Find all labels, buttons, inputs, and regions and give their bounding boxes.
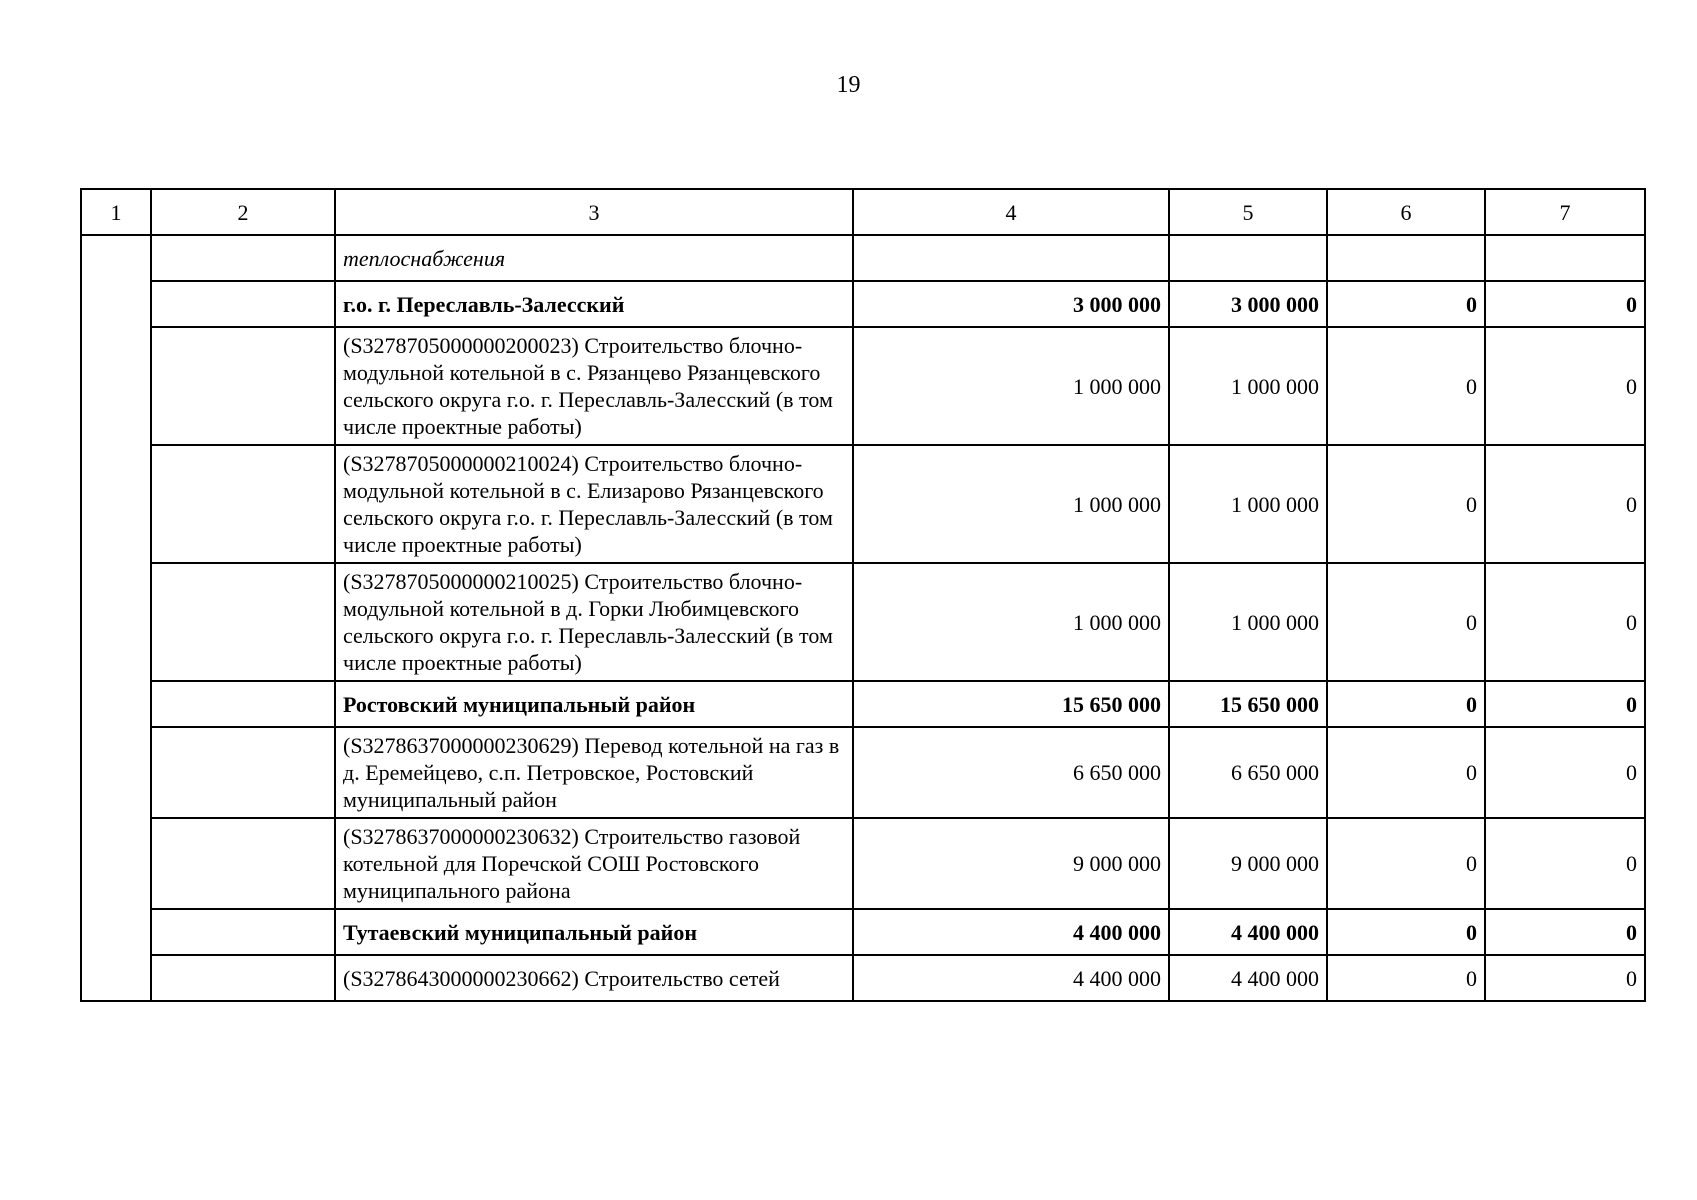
value-col-5: 1 000 000 bbox=[1169, 445, 1327, 563]
value-col-6: 0 bbox=[1327, 818, 1485, 909]
table-row bbox=[81, 818, 1645, 909]
row-name: (S3278705000000210024) Строительство блочно-модульной котельной в с. Елизарово Рязанцевского сельского округа г.о. г. Переславль-Залесский (в том числе проектные работы) bbox=[335, 445, 853, 563]
value-col-4: 3 000 000 bbox=[853, 281, 1169, 327]
value-col-6: 0 bbox=[1327, 681, 1485, 727]
value-col-5: 6 650 000 bbox=[1169, 727, 1327, 818]
column-2-cell bbox=[151, 327, 335, 445]
value-col-4: 1 000 000 bbox=[853, 327, 1169, 445]
value-col-7: 0 bbox=[1485, 818, 1645, 909]
column-header: 6 bbox=[1327, 189, 1485, 235]
value-col-6: 0 bbox=[1327, 563, 1485, 681]
column-2-cell bbox=[151, 909, 335, 955]
table-row bbox=[81, 281, 1645, 327]
column-number-row bbox=[81, 189, 1645, 235]
value-col-6: 0 bbox=[1327, 281, 1485, 327]
value-col-6: 0 bbox=[1327, 955, 1485, 1001]
column-2-cell bbox=[151, 281, 335, 327]
table-row bbox=[81, 563, 1645, 681]
value-col-6: 0 bbox=[1327, 327, 1485, 445]
row-name: (S3278637000000230632) Строительство газовой котельной для Поречской СОШ Ростовского муниципального района bbox=[335, 818, 853, 909]
value-col-4: 1 000 000 bbox=[853, 445, 1169, 563]
value-col-5: 1 000 000 bbox=[1169, 563, 1327, 681]
value-cell bbox=[1327, 235, 1485, 281]
value-col-4: 4 400 000 bbox=[853, 955, 1169, 1001]
value-col-7: 0 bbox=[1485, 955, 1645, 1001]
value-col-7: 0 bbox=[1485, 445, 1645, 563]
value-col-6: 0 bbox=[1327, 909, 1485, 955]
table-row bbox=[81, 909, 1645, 955]
column-header: 3 bbox=[335, 189, 853, 235]
column-header: 5 bbox=[1169, 189, 1327, 235]
value-col-7: 0 bbox=[1485, 281, 1645, 327]
column-2-cell bbox=[151, 445, 335, 563]
table-row bbox=[81, 327, 1645, 445]
value-col-5: 1 000 000 bbox=[1169, 327, 1327, 445]
row-name: Ростовский муниципальный район bbox=[335, 681, 853, 727]
value-col-4: 9 000 000 bbox=[853, 818, 1169, 909]
continuation-text: теплоснабжения bbox=[335, 235, 853, 281]
table-row bbox=[81, 681, 1645, 727]
table-row bbox=[81, 727, 1645, 818]
value-cell bbox=[853, 235, 1169, 281]
value-col-4: 4 400 000 bbox=[853, 909, 1169, 955]
column-header: 4 bbox=[853, 189, 1169, 235]
value-col-6: 0 bbox=[1327, 727, 1485, 818]
value-cell bbox=[1169, 235, 1327, 281]
column-header: 7 bbox=[1485, 189, 1645, 235]
value-col-5: 4 400 000 bbox=[1169, 955, 1327, 1001]
value-col-4: 15 650 000 bbox=[853, 681, 1169, 727]
row-name: (S3278637000000230629) Перевод котельной на газ в д. Еремейцево, с.п. Петровское, Ростовский муниципальный район bbox=[335, 727, 853, 818]
value-col-5: 15 650 000 bbox=[1169, 681, 1327, 727]
column-2-cell bbox=[151, 818, 335, 909]
value-col-4: 6 650 000 bbox=[853, 727, 1169, 818]
value-col-7: 0 bbox=[1485, 563, 1645, 681]
page-number: 19 bbox=[836, 72, 861, 98]
row-name: (S3278705000000210025) Строительство блочно-модульной котельной в д. Горки Любимцевского сельского округа г.о. г. Переславль-Залесский (в том числе проектные работы) bbox=[335, 563, 853, 681]
value-col-7: 0 bbox=[1485, 909, 1645, 955]
column-2-cell bbox=[151, 563, 335, 681]
column-2-cell bbox=[151, 681, 335, 727]
value-col-7: 0 bbox=[1485, 327, 1645, 445]
value-col-4: 1 000 000 bbox=[853, 563, 1169, 681]
row-name: Тутаевский муниципальный район bbox=[335, 909, 853, 955]
column-header: 1 bbox=[81, 189, 151, 235]
column-2-cell bbox=[151, 235, 335, 281]
value-col-7: 0 bbox=[1485, 727, 1645, 818]
column-2-cell bbox=[151, 955, 335, 1001]
value-col-5: 3 000 000 bbox=[1169, 281, 1327, 327]
column-2-cell bbox=[151, 727, 335, 818]
value-col-5: 9 000 000 bbox=[1169, 818, 1327, 909]
continuation-row bbox=[81, 235, 1645, 281]
value-cell bbox=[1485, 235, 1645, 281]
row-name: (S3278705000000200023) Строительство блочно-модульной котельной в с. Рязанцево Рязанцевского сельского округа г.о. г. Переславль-Залесский (в том числе проектные работы) bbox=[335, 327, 853, 445]
column-header: 2 bbox=[151, 189, 335, 235]
row-name: (S3278643000000230662) Строительство сетей bbox=[335, 955, 853, 1001]
value-col-7: 0 bbox=[1485, 681, 1645, 727]
table-row bbox=[81, 955, 1645, 1001]
value-col-6: 0 bbox=[1327, 445, 1485, 563]
table-row bbox=[81, 445, 1645, 563]
row-name: г.о. г. Переславль-Залесский bbox=[335, 281, 853, 327]
column-1-cell bbox=[81, 235, 151, 1001]
value-col-5: 4 400 000 bbox=[1169, 909, 1327, 955]
budget-table bbox=[80, 188, 1646, 1002]
